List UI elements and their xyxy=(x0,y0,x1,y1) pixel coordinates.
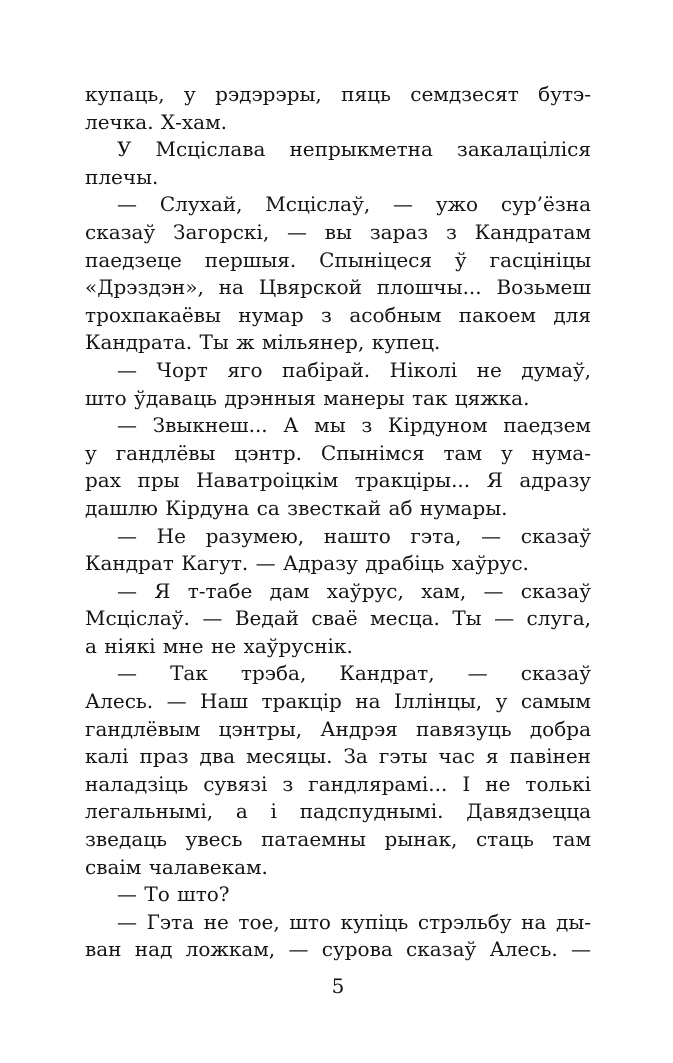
text-line: купаць, у рэдэрэры, пяць семдзесят бутэ- xyxy=(85,82,591,106)
text-line: — Звыкнеш... А мы з Кірдуном паедзем xyxy=(117,413,591,438)
text-line: калі праз два месяцы. За гэты час я павінен xyxy=(85,744,591,769)
text-line: Кандрат Кагут. — Адразу драбіць хаўрус. xyxy=(85,551,529,576)
text-line: — Слухай, Мсціслаў, — ужо сур’ёзна xyxy=(117,192,591,217)
text-line: плечы. xyxy=(85,164,159,189)
text-line: легальнымі, а і падспуднымі. Давядзецца xyxy=(85,799,591,824)
text-line: лечка. Х-хам. xyxy=(85,109,228,134)
page-text xyxy=(85,81,591,964)
text-line: рах пры Наватроіцкім тракціры... Я адразу xyxy=(85,468,591,493)
text-line: а ніякі мне не хаўруснік. xyxy=(85,633,353,658)
paragraph xyxy=(85,136,591,191)
text-line: сказаў Загорскі, — вы зараз з Кандратам xyxy=(85,219,591,244)
paragraph xyxy=(85,357,591,412)
text-line: — Не разумею, нашто гэта, — сказаў xyxy=(117,523,591,548)
text-line: што ўдаваць дрэнныя манеры так цяжка. xyxy=(85,385,530,410)
text-line: Мсціслаў. — Ведай сваё месца. Ты — слуга, xyxy=(85,606,591,631)
paragraph xyxy=(85,578,591,661)
text-line: — Гэта не тое, што купіць стрэльбу на ды- xyxy=(117,909,591,934)
text-line: — Так трэба, Кандрат, — сказаў xyxy=(117,661,591,686)
text-line: сваім чалавекам. xyxy=(85,854,268,879)
text-line: паедзеце першыя. Спыніцеся ў гасцініцы xyxy=(85,247,591,272)
paragraph xyxy=(85,191,591,357)
paragraph xyxy=(85,412,591,522)
text-line: Алесь. — Наш тракцір на Іллінцы, у самым xyxy=(85,689,591,714)
text-line: наладзіць сувязі з гандлярамі... І не толькі xyxy=(85,771,591,796)
paragraph xyxy=(85,881,591,909)
text-line: трохпакаёвы нумар з асобным пакоем для xyxy=(85,302,591,327)
text-line: зведаць увесь патаемны рынак, стаць там xyxy=(85,827,591,852)
paragraph xyxy=(85,81,591,136)
text-line: — Я т-табе дам хаўрус, хам, — сказаў xyxy=(117,578,591,603)
paragraph xyxy=(85,660,591,881)
text-line: Кандрата. Ты ж мільянер, купец. xyxy=(85,330,441,355)
text-line: ван над ложкам, — сурова сказаў Алесь. — xyxy=(85,937,591,962)
paragraph xyxy=(85,909,591,964)
text-line: У Мсціслава непрыкметна закалаціліся xyxy=(117,137,591,162)
text-line: гандлёвым цэнтры, Андрэя павязуць добра xyxy=(85,716,591,741)
page-number: 5 xyxy=(331,974,345,998)
text-line: «Дрэздэн», на Цвярской плошчы... Возьмеш xyxy=(85,275,591,300)
text-line: у гандлёвы цэнтр. Спынімся там у нума- xyxy=(85,440,591,465)
text-line: дашлю Кірдуна са звесткай аб нумары. xyxy=(85,495,508,520)
text-line: — То што? xyxy=(117,882,230,907)
text-line: — Чорт яго пабірай. Ніколі не думаў, xyxy=(117,357,591,382)
paragraph xyxy=(85,523,591,578)
